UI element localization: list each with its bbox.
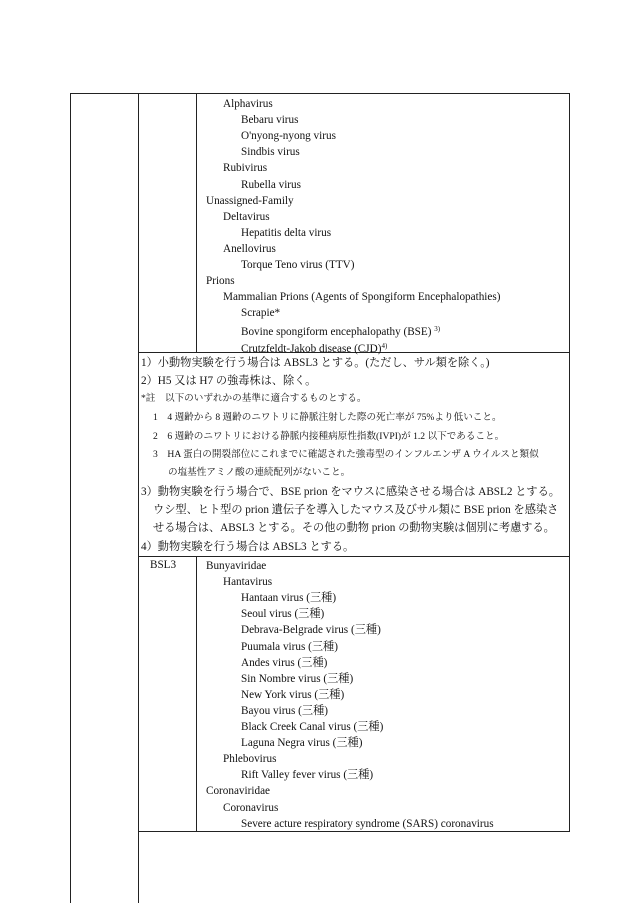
taxon-name: Hantavirus [223, 576, 273, 589]
taxon-name: Prions [206, 275, 235, 288]
taxon-entry [241, 606, 324, 622]
taxon-name: Debrava-Belgrade virus (三種) [241, 624, 381, 637]
taxon-entry [241, 128, 336, 144]
footnote-line: 1 4 週齢から 8 週齢のニワトリに静脈注射した際の死亡率が 75%より低いこと。 [153, 412, 502, 423]
table-right-border [569, 93, 570, 832]
taxon-name: Crutzfeldt-Jakob disease (CJD) [241, 342, 382, 355]
taxon-entry [241, 257, 355, 273]
taxon-entry [241, 622, 381, 638]
footnote-line: ウシ型、ヒト型の prion 遺伝子を導入したマウス及びサル類に BSE prion を感染さ [153, 504, 559, 516]
taxon-entry [206, 558, 266, 574]
footnote-line: 2 6 週齢のニワトリにおける静脈内接種病原性指数(IVPI)が 1.2 以下であること。 [153, 431, 505, 442]
taxon-name: Puumala virus (三種) [241, 640, 338, 653]
footnote-line: 3）動物実験を行う場合で、BSE prion をマウスに感染させる場合は ABSL2 とする。 [141, 486, 560, 498]
footnote-marker: 4) [381, 341, 388, 350]
taxon-entry [241, 655, 327, 671]
taxon-name: Andes virus (三種) [241, 656, 328, 669]
taxon-entry [241, 639, 338, 655]
notes-bottom-border [138, 556, 569, 557]
taxon-name: Anellovirus [223, 242, 276, 255]
taxon-name: Bebaru virus [241, 114, 299, 127]
taxon-entry [223, 289, 500, 305]
taxon-name: O'nyong-nyong virus [241, 130, 336, 143]
taxon-entry [241, 719, 383, 735]
taxon-entry [223, 574, 272, 590]
taxon-entry [223, 751, 276, 767]
taxon-name: Torque Teno virus (TTV) [241, 259, 355, 271]
taxon-entry [223, 800, 278, 816]
taxon-name: Bayou virus (三種) [241, 704, 329, 717]
taxon-entry [241, 687, 344, 703]
taxon-entry [241, 703, 328, 719]
taxon-entry [241, 671, 353, 687]
taxon-name: Unassigned-Family [206, 194, 294, 207]
taxon-name: Rift Valley fever virus (三種) [241, 769, 374, 782]
taxon-entry [241, 225, 331, 241]
taxon-entry [241, 816, 494, 832]
footnote-line: 1）小動物実験を行う場合は ABSL3 とする。(ただし、サル類を除く。) [141, 357, 490, 369]
taxon-entry [206, 193, 294, 209]
taxon-name: Coronavirus [223, 801, 279, 814]
taxon-name: Laguna Negra virus (三種) [241, 737, 363, 750]
col1-left-border [70, 93, 71, 903]
taxon-name: Coronaviridae [206, 785, 270, 798]
taxon-entry [206, 783, 270, 799]
taxon-name: Bunyaviridae [206, 560, 267, 572]
footnote-line: 3 HA 蛋白の開裂部位にこれまでに確認された強毒型のインフルエンザ A ウイルスと類似 [153, 449, 539, 460]
taxon-name: Rubivirus [223, 162, 268, 175]
col1-right-border [138, 93, 139, 903]
footnote-line: 4）動物実験を行う場合は ABSL3 とする。 [141, 541, 355, 553]
footnote-line: せる場合は、ABSL3 とする。その他の動物 prion の動物実験は個別に考慮する。 [153, 522, 555, 534]
taxon-entry [241, 144, 300, 160]
footnote-line: の塩基性アミノ酸の連続配列がないこと。 [168, 467, 351, 478]
taxon-name: Sin Nombre virus (三種) [241, 672, 354, 685]
taxon-entry [223, 241, 276, 257]
taxon-entry [241, 735, 362, 751]
lower-col2-right-border [196, 556, 197, 832]
footnote-marker: 3) [434, 325, 441, 334]
taxon-name: Black Creek Canal virus (三種) [241, 721, 384, 733]
taxon-entry [241, 338, 387, 357]
taxon-name: Rubella virus [241, 178, 301, 191]
taxon-entry [206, 273, 235, 289]
taxon-entry [223, 160, 267, 176]
taxon-entry [223, 209, 270, 225]
taxon-name: Deltavirus [223, 210, 270, 223]
footnote-line: *註 以下のいずれかの基準に適合するものとする。 [141, 393, 367, 404]
taxon-name: Mammalian Prions (Agents of Spongiform Encephalopathies) [223, 291, 501, 304]
taxon-name: Alphavirus [223, 98, 273, 110]
taxon-entry [241, 177, 301, 193]
taxon-name: New York virus (三種) [241, 688, 345, 701]
taxon-entry [241, 767, 373, 783]
taxon-entry [241, 305, 280, 321]
upper-col2-right-border [196, 93, 197, 352]
taxon-name: Sindbis virus [241, 146, 300, 159]
taxon-entry [223, 96, 273, 112]
taxon-entry [241, 590, 336, 606]
taxon-name: Bovine spongiform encephalopathy (BSE) [241, 326, 435, 339]
footnote-line: 2）H5 又は H7 の強毒株は、除く。 [141, 375, 317, 387]
taxon-name: Severe acture respiratory syndrome (SARS) coronavirus [241, 817, 494, 830]
taxon-name: Seoul virus (三種) [241, 608, 325, 621]
taxon-name: Hepatitis delta virus [241, 226, 332, 239]
taxon-name: Phlebovirus [223, 753, 277, 766]
taxon-name: Scrapie* [241, 307, 281, 320]
taxon-entry [241, 112, 298, 128]
biosafety-level-label: BSL3 [150, 559, 177, 571]
table-top-border [70, 93, 569, 94]
taxon-name: Hantaan virus (三種) [241, 592, 337, 605]
